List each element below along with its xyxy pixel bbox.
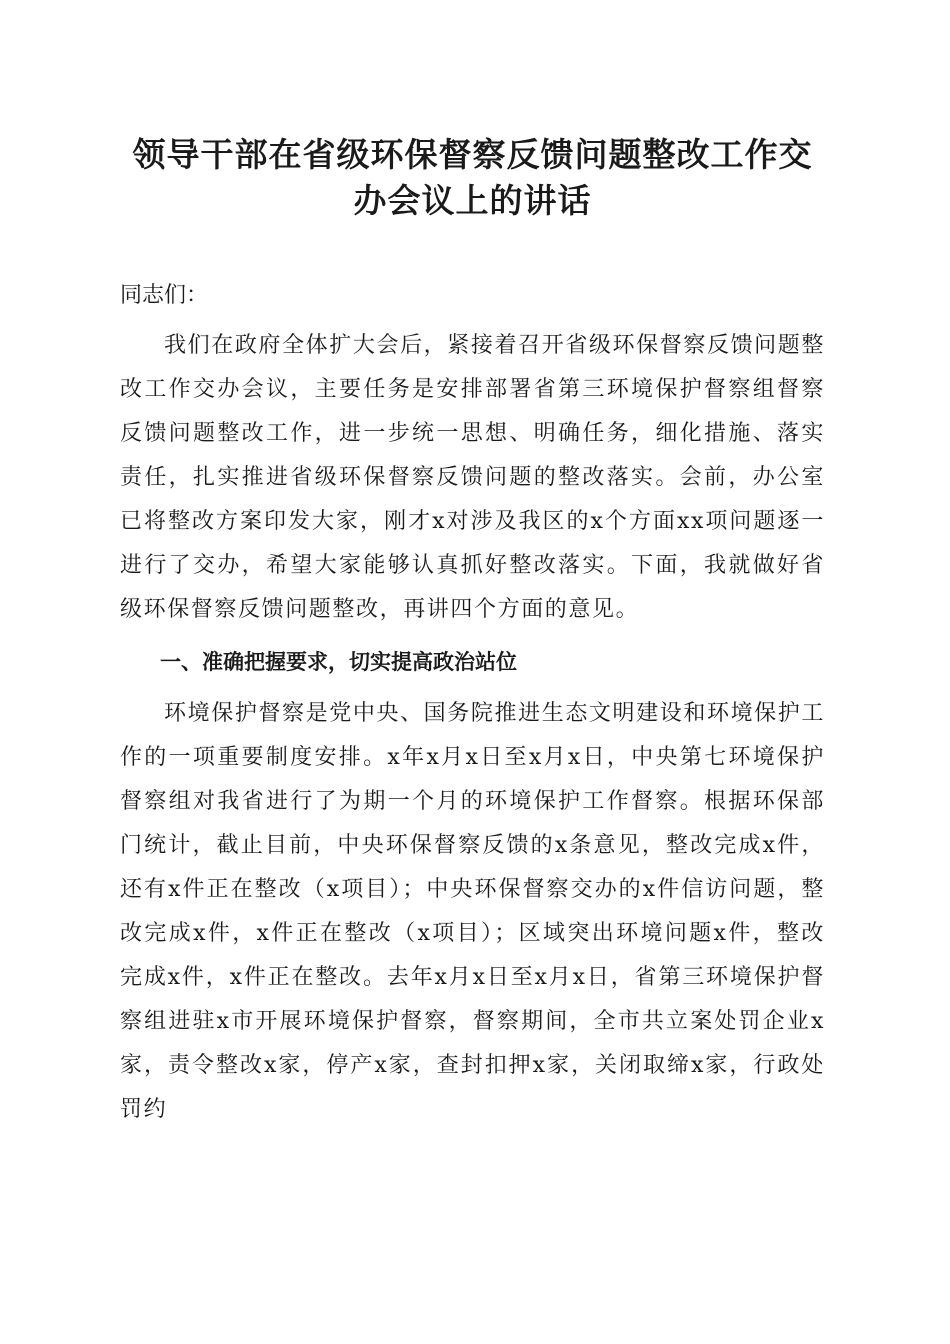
section-heading-1: 一、准确把握要求，切实提高政治站位 bbox=[160, 650, 517, 674]
document-title: 领导干部在省级环保督察反馈问题整改工作交办会议上的讲话 bbox=[132, 135, 813, 220]
intro-paragraph: 我们在政府全体扩大会后，紧接着召开省级环保督察反馈问题整改工作交办会议，主要任务是安排部署省第三环境保护督察组督察反馈问题整改工作，进一步统一思想、明确任务，细化措施、落实责任，扎实推进省级环保督察反馈问题的整改落实。会前，办公室已将整改方案印发大家，刚才x对涉及我区的x个方面xx项问题逐一进行了交办，希望大家能够认真抓好整改落实。下面，我就做好省级环保督察反馈问题整改，再讲四个方面的意见。 bbox=[120, 333, 825, 622]
section-1-paragraph: 环境保护督察是党中央、国务院推进生态文明建设和环境保护工作的一项重要制度安排。x年x月x日至x月x日，中央第七环境保护督察组对我省进行了为期一个月的环境保护工作督察。根据环保部门统计，截止目前，中央环保督察反馈的x条意见，整改完成x件，还有x件正在整改（x项目）；中央环保督察交办的x件信访问题，整改完成x件，x件正在整改（x项目）；区域突出环境问题x件，整改完成x件，x件正在整改。去年x月x日至x月x日，省第三环境保护督察组进驻x市开展环境保护督察，督察期间，全市共立案处罚企业x家，责令整改x家，停产x家，查封扣押x家，关闭取缔x家，行政处罚约 bbox=[120, 701, 825, 1122]
document-page bbox=[120, 132, 825, 1132]
salutation: 同志们： bbox=[120, 283, 209, 308]
